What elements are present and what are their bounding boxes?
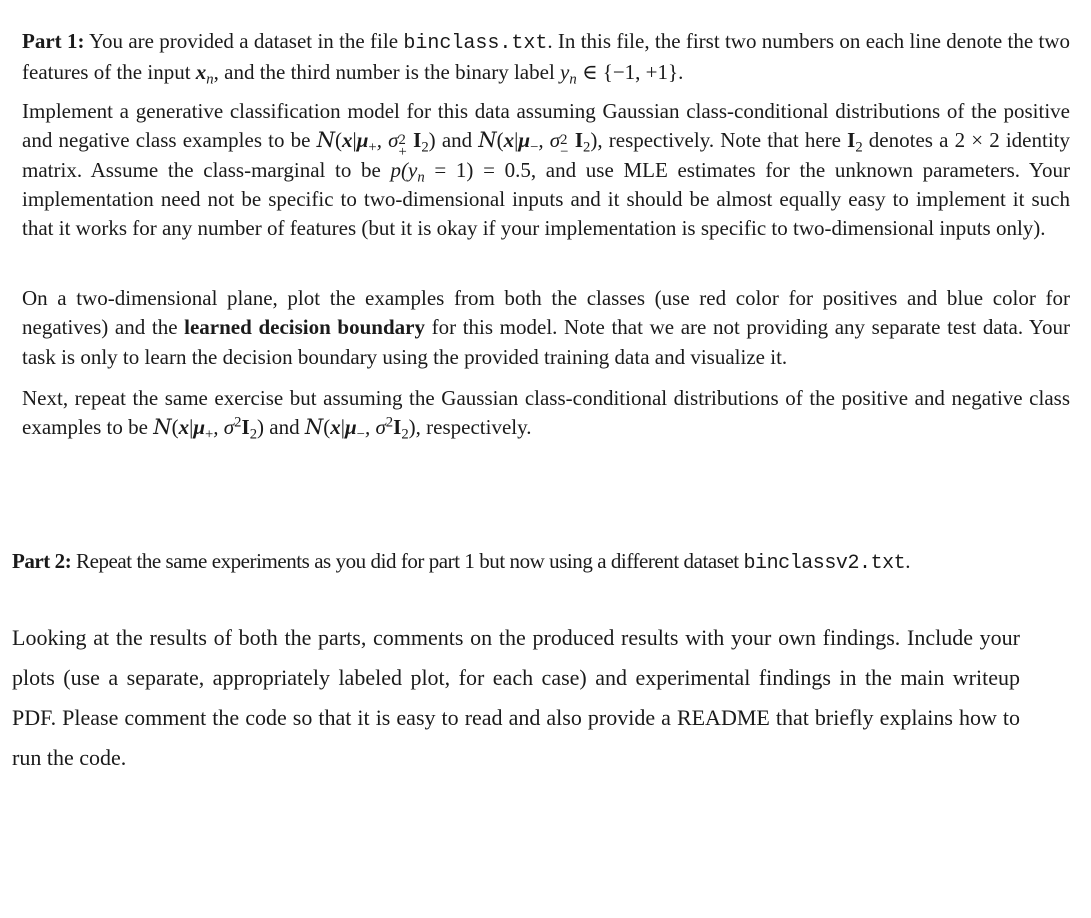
math-sub-n: n — [417, 169, 425, 185]
math-sup-2: 2 — [385, 414, 394, 431]
closing-text: Looking at the results of both the parts, comments on the produced results with your own findings. Include your plots (use a separate, appropriately labeled plot, for each case) and experimental findings in the main writeup PDF. Please comment the code so that it is easy to read and also provide a README that briefly explains how to run the code. — [12, 625, 1020, 770]
math-sigma: , σ — [538, 128, 561, 153]
math-sub-plus: + — [368, 139, 377, 156]
math-identity: I — [241, 415, 250, 440]
text: . In this file, the first two numbers on each line denote the two features of the input — [22, 29, 1070, 85]
part1-heading: Part 1: — [22, 29, 85, 53]
math-x: x — [178, 415, 190, 440]
math-normal: N — [153, 415, 172, 440]
math-mu: μ — [356, 128, 369, 153]
math-y: y — [560, 60, 570, 85]
math-sub-minus: − — [356, 426, 365, 443]
math-x: x — [330, 415, 341, 440]
math-mu: μ — [193, 415, 205, 440]
text: for this model. Note that we are not providing any separate test data. Your task is only to learn the decision boundary using the provided training data and visualize it. — [22, 315, 1070, 369]
text: Next, repeat the same exercise but assuming the Gaussian class-conditional distributions of the positive and negative class examples to be — [22, 386, 1070, 440]
math-paren: ( — [171, 415, 179, 440]
math-label-set: ∈ {−1, +1}. — [576, 60, 684, 85]
math-x: x — [503, 128, 515, 153]
part1-repeat-paragraph — [22, 384, 1070, 443]
math-identity: I — [393, 415, 402, 440]
math-sub-2: 2 — [583, 139, 591, 156]
part2-paragraph — [12, 547, 1072, 578]
text: , respectively. Note that here — [597, 128, 848, 153]
filename: binclass.txt — [403, 32, 548, 55]
part1-plot-paragraph — [22, 284, 1070, 372]
math-paren: ) — [428, 128, 436, 153]
math-sub-2: 2 — [401, 426, 409, 443]
text: and — [264, 415, 305, 440]
math-normal: N — [304, 415, 324, 440]
math-identity: I — [574, 128, 584, 153]
math-sigma: , σ — [376, 128, 399, 153]
text: Implement a generative classification model for this data assuming Gaussian class-conditional distributions of the positive and negative class examples to be — [22, 99, 1070, 153]
math-normal: N — [316, 128, 335, 153]
math-bar: | — [189, 415, 194, 440]
closing-paragraph — [12, 618, 1020, 778]
math-normal: N — [478, 128, 497, 153]
math-paren: ) — [257, 415, 265, 440]
math-marginal: p(y — [390, 157, 418, 182]
math-marginal-value: = 1) = 0.5 — [424, 157, 531, 182]
part1-intro-paragraph — [22, 27, 1070, 88]
text: denotes a 2 × 2 identity matrix. Assume the class-marginal to be — [22, 128, 1071, 182]
math-identity: I — [847, 128, 856, 153]
bold-term: learned decision boundary — [184, 315, 425, 340]
text: , and use MLE estimates for the unknown parameters. Your implementation need not be specific to two-dimensional inputs and it should be almost equally easy to implement it such that it works for any number of features (but it is okay if your implementation is specific to two-dimensional inputs only). — [22, 157, 1070, 241]
text: Repeat the same experiments as you did for part 1 but now using a different dataset — [71, 549, 744, 573]
math-sub-2: 2 — [421, 139, 429, 156]
math-sup-2: 2 — [234, 414, 242, 431]
part2-heading: Part 2: — [12, 549, 72, 573]
math-sub-n: n — [569, 71, 577, 88]
math-paren: ( — [323, 415, 331, 440]
math-sub-plus: + — [205, 426, 214, 443]
math-paren: ) — [590, 128, 598, 153]
text: You are provided a dataset in the file — [84, 29, 404, 53]
math-sigma: , σ — [364, 415, 386, 440]
math-sigma: , σ — [213, 415, 235, 440]
math-paren: ( — [496, 128, 504, 153]
math-sub-n: n — [206, 71, 214, 88]
math-mu: μ — [518, 128, 531, 153]
math-mu: μ — [344, 415, 357, 440]
part1-model-paragraph: Implement a generative classification model for this data assuming Gaussian class-conditional distributions of the positive and negative class examples to be $N(x|\mu_+$, σ 2 + $I_2$) and $N(x|\mu_-$, σ 2 − $I_2$), respectively. Note that here $I_2$ denotes a 2 × 2 identity matrix. Assume the class-marginal to be $p(y_n = 1) = 0.5$, and use MLE estimates for the unknown parameters. Your implementation need not be specific to two-dimensional inputs and it should be almost equally easy to implement it such that it works for any number of features (but it is okay if your implementation is specific to two-dimensional inputs only). — [22, 99, 1071, 241]
math-bar: | — [352, 128, 357, 153]
math-paren: ) — [408, 415, 416, 440]
math-bar: | — [340, 415, 345, 440]
math-sub-2: 2 — [855, 139, 863, 156]
math-paren: ( — [334, 128, 342, 153]
filename: binclassv2.txt — [743, 552, 906, 575]
math-identity: I — [413, 128, 422, 153]
math-x: x — [195, 60, 207, 85]
math-bar: | — [514, 128, 519, 153]
text: On a two-dimensional plane, plot the examples from both the classes (use red color for positives and blue color for negatives) and the — [22, 286, 1070, 340]
math-sub-minus: − — [530, 139, 539, 156]
math-sub-2: 2 — [249, 426, 258, 443]
text: and — [435, 128, 479, 153]
math-x: x — [341, 128, 353, 153]
text: . — [905, 549, 911, 573]
text: , respectively. — [415, 415, 532, 440]
text: , and the third number is the binary label — [213, 60, 561, 85]
